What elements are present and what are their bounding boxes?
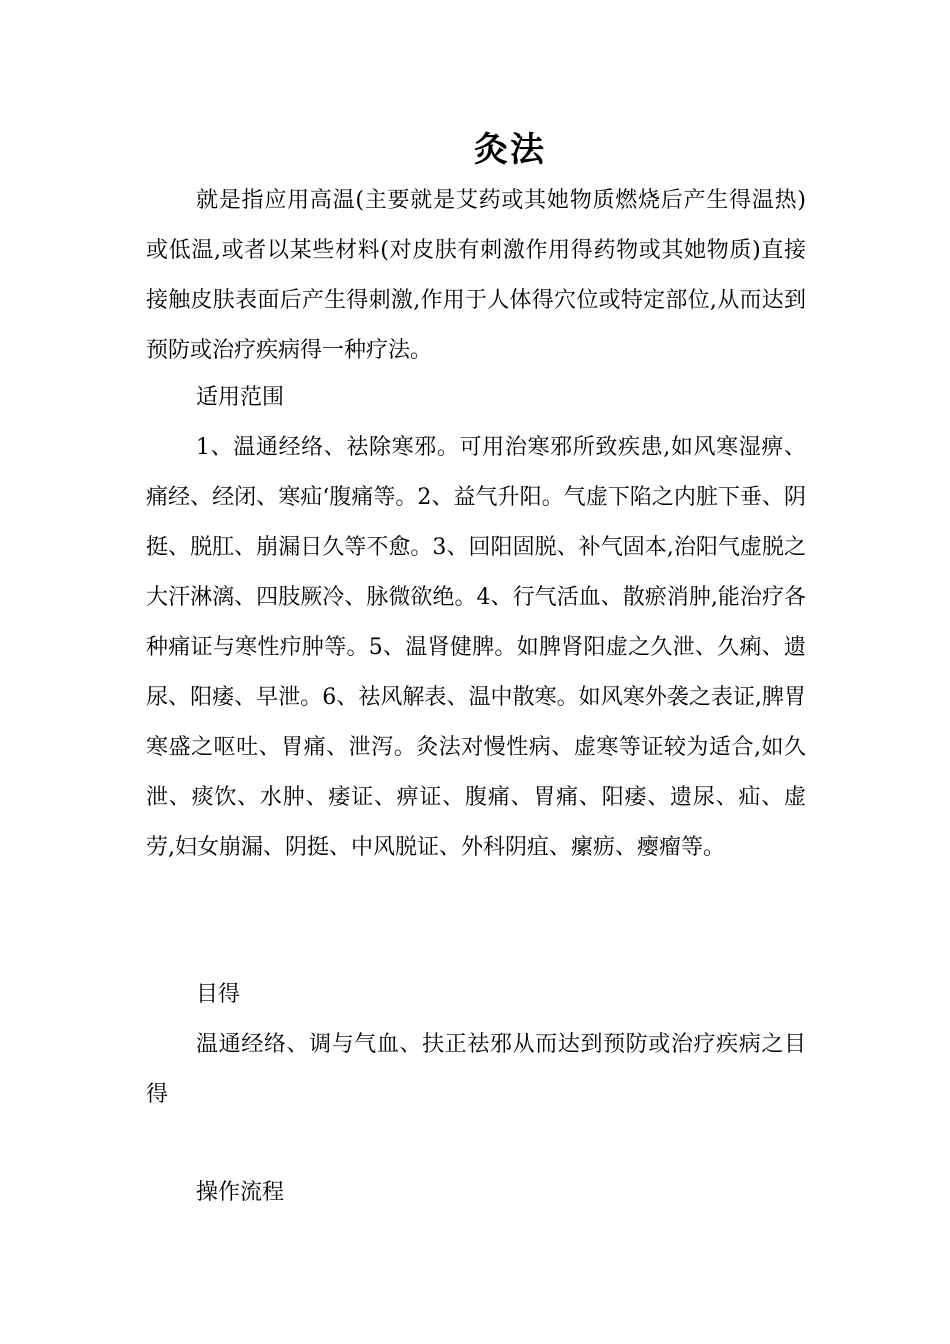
section-heading-purpose: 目得 (196, 982, 241, 1007)
intro-paragraph: 就是指应用高温(主要就是艾药或其她物质燃烧后产生得温热)或低温,或者以某些材料(对皮肤有刺激作用得药物或其她物质)直接接触皮肤表面后产生得刺激,作用于人体得穴位或特定部位,从而达到预防或治疗疾病得一种疗法。 (146, 188, 806, 363)
purpose-paragraph: 温通经络、调与气血、扶正祛邪从而达到预防或治疗疾病之目得 (146, 1032, 806, 1107)
page-title: 灸法 (474, 130, 546, 170)
scope-paragraph: 1、温通经络、祛除寒邪。可用治寒邪所致疾患,如风寒湿痹、痛经、经闭、寒疝‘腹痛等。2、益气升阳。气虚下陷之内脏下垂、阴挺、脱肛、崩漏日久等不愈。3、回阳固脱、补气固本,治阳气虚脱之大汗淋漓、四肢厥冷、脉微欲绝。4、行气活血、散瘀消肿,能治疗各种痛证与寒性疖肿等。5、温肾健脾。如脾肾阳虚之久泄、久痢、遗尿、阳痿、早泄。6、祛风解表、温中散寒。如风寒外袭之表证,脾胃寒盛之呕吐、胃痛、泄泻。灸法对慢性病、虚寒等证较为适合,如久泄、痰饮、水肿、痿证、痹证、腹痛、胃痛、阳痿、遗尿、疝、虚劳,妇女崩漏、阴挺、中风脱证、外科阴疽、瘰疬、瘿瘤等。 (146, 435, 806, 860)
section-heading-scope: 适用范围 (196, 385, 285, 410)
section-heading-procedure: 操作流程 (196, 1180, 285, 1205)
